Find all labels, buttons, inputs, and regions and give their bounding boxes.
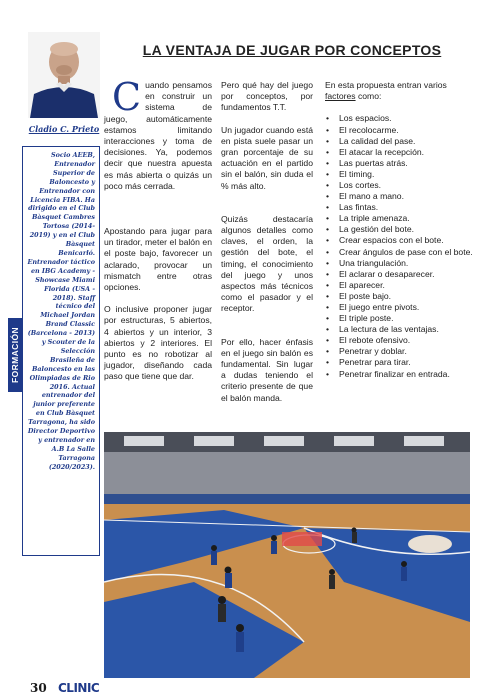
paragraph: Un jugador cuando está en pista suele pasar un gran porcentaje de su actuación en el partido sin el balón, sin duda el % más alto. bbox=[221, 124, 313, 191]
paragraph: O inclusive proponer jugar por estructuras, 5 abiertos, 4 abiertos y un interior, 3 abiertos y 2 interiores. El punto es no robotizar al jugador, diseñando cada paso que tiene que dar. bbox=[104, 304, 212, 382]
article-column-1 bbox=[104, 75, 212, 394]
article-title: LA VENTAJA DE JUGAR POR CONCEPTOS bbox=[142, 42, 442, 58]
factor-item: • Crear espacios con el bote. bbox=[325, 235, 473, 246]
factor-item: • La triple amenaza. bbox=[325, 213, 473, 224]
paragraph: Quizás destacaría algunos detalles como claves, el orden, la gestión del bote, el timing, el conocimiento del juego y unos aspectos más técnicos como el pasador y el receptor. bbox=[221, 213, 313, 314]
article-column-2 bbox=[221, 80, 313, 415]
paragraph: Pero qué hay del juego por conceptos, por fundamentos T.T. bbox=[221, 80, 313, 113]
page-number: 30 bbox=[30, 681, 47, 695]
factor-item: • La gestión del bote. bbox=[325, 224, 473, 235]
factor-item: • Crear ángulos de pase con el bote. bbox=[325, 247, 473, 258]
author-name: Cladio C. Prieto bbox=[28, 124, 100, 134]
factor-item: • Los cortes. bbox=[325, 180, 473, 191]
factor-item: • La lectura de las ventajas. bbox=[325, 324, 473, 335]
training-session-image bbox=[104, 432, 470, 678]
factor-item: • El poste bajo. bbox=[325, 291, 473, 302]
factor-item: • Penetrar para tirar. bbox=[325, 357, 473, 368]
factor-item: • Una triangulación. bbox=[325, 258, 473, 269]
factor-item: • El triple poste. bbox=[325, 313, 473, 324]
factors-intro bbox=[325, 80, 473, 102]
intro-text-end: como: bbox=[355, 91, 382, 102]
magazine-logo: CLINIC bbox=[58, 681, 100, 695]
author-photo bbox=[28, 32, 100, 118]
factor-item: • Las fintas. bbox=[325, 202, 473, 213]
author-bio: Socio AEEB, Entrenador Superior de Baloncesto y Entrenador con Licencia FIBA. Ha dirigido en el Club Bàsquet Cambres Tortosa (2014-2019) y en el Club Bàsquet Benicarló. Entrenador táctico en IBG Academy - Showcase Miami Florida (USA - 2018). Staff técnico del Michael Jordan Brand Classic (Barcelona - 2013) y Scouter de la Selección Brasileña de Baloncesto en las Olimpiadas de Rio 2016. Actual entrenador del junior preferente en Club Bàsquet Tarragona, ha sido Director Deportivo y entrenador en A.B La Salle Tarragona (2020/2023). bbox=[22, 146, 100, 556]
factor-item: • Las puertas atrás. bbox=[325, 158, 473, 169]
factor-item: • El aparecer. bbox=[325, 280, 473, 291]
factors-word: factores bbox=[325, 91, 356, 102]
factor-item: • El recolocarme. bbox=[325, 125, 473, 136]
factor-item: • La calidad del pase. bbox=[325, 136, 473, 147]
article-column-3 bbox=[325, 80, 473, 380]
factor-item: • El rebote ofensivo. bbox=[325, 335, 473, 346]
section-tab: FORMACIÓN bbox=[8, 318, 22, 392]
paragraph-intro bbox=[104, 75, 212, 192]
factor-item: • Los espacios. bbox=[325, 113, 473, 124]
factor-item: • El juego entre pivots. bbox=[325, 302, 473, 313]
author-portrait-image bbox=[28, 32, 100, 118]
paragraph-text: uando pensamos en construir un sistema de juego, automáticamente estamos limitando interacciones y toma de decisiones. Ya, podemos decir que nuestra apuesta es más abierta o quizás un poco más cerrada. bbox=[104, 80, 212, 191]
factor-item: • Penetrar finalizar en entrada. bbox=[325, 369, 473, 380]
factor-item: • El mano a mano. bbox=[325, 191, 473, 202]
factor-item: • Penetrar y doblar. bbox=[325, 346, 473, 357]
factor-item: • El aclarar o desaparecer. bbox=[325, 269, 473, 280]
basketball-court-photo bbox=[104, 432, 470, 678]
factors-list bbox=[325, 113, 473, 379]
paragraph: Por ello, hacer énfasis en el juego sin balón es fundamental. Sin lugar a dudas teniendo el criterio presente de que el balón manda. bbox=[221, 336, 313, 403]
factor-item: • El timing. bbox=[325, 169, 473, 180]
factor-item: • El atacar la recepción. bbox=[325, 147, 473, 158]
intro-text: En esta propuesta entran varios bbox=[325, 80, 447, 90]
paragraph: Apostando para jugar para un tirador, meter el balón en el poste bajo, favorecer un aclarado, provocar un mismatch entre otras opciones. bbox=[104, 226, 212, 293]
drop-cap: C bbox=[112, 75, 142, 119]
